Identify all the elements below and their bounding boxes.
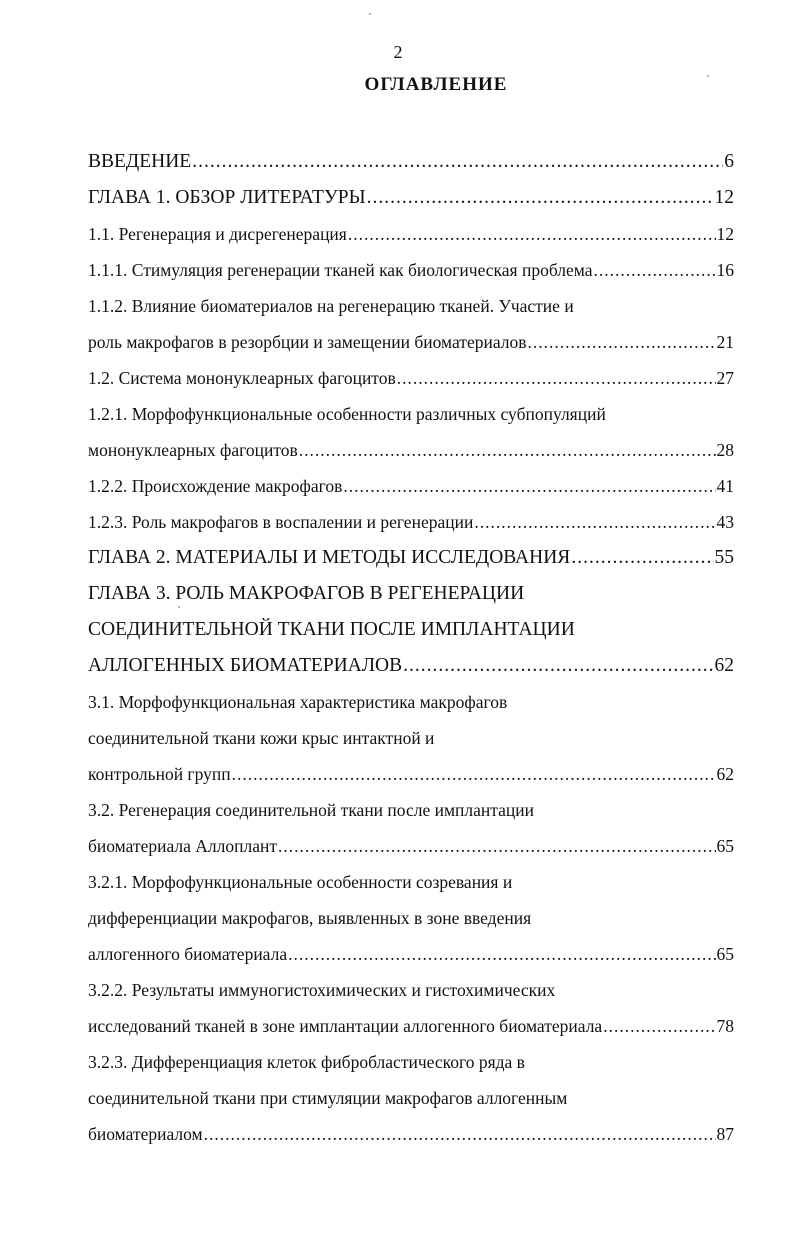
toc-entry[interactable] bbox=[88, 720, 734, 756]
toc-entry-title: дифференциации макрофагов, выявленных в зоне введения bbox=[88, 908, 532, 928]
toc-entry-title: соединительной ткани при стимуляции макрофагов аллогенным bbox=[88, 1088, 568, 1108]
toc-leader-dots bbox=[192, 144, 723, 180]
toc-entry-title: 3.2.2. Результаты иммуногистохимических и гистохимических bbox=[88, 980, 556, 1000]
toc-entry-title: 1.2.1. Морфофункциональные особенности различных субпопуляций bbox=[88, 404, 606, 424]
toc-leader-dots bbox=[397, 360, 716, 396]
toc-entry[interactable] bbox=[88, 252, 734, 288]
toc-entry[interactable] bbox=[88, 1008, 734, 1044]
toc-entry-title: 3.2.1. Морфофункциональные особенности созревания и bbox=[88, 872, 513, 892]
toc-entry-title: аллогенного биоматериала bbox=[88, 944, 288, 964]
toc-entry-page: 28 bbox=[716, 440, 734, 460]
toc-entry-page: 12 bbox=[714, 187, 734, 208]
toc-leader-dots bbox=[288, 936, 715, 972]
toc-entry-title: 1.1. Регенерация и дисрегенерация bbox=[88, 224, 347, 244]
toc-entry[interactable] bbox=[88, 684, 734, 720]
toc-entry[interactable] bbox=[88, 360, 734, 396]
toc-entry-page: 27 bbox=[716, 368, 734, 388]
toc-entry-page: 16 bbox=[716, 260, 734, 280]
toc-leader-dots bbox=[403, 648, 713, 684]
toc-entry-title: АЛЛОГЕННЫХ БИОМАТЕРИАЛОВ bbox=[88, 655, 403, 676]
toc-entry-page: 6 bbox=[724, 151, 734, 172]
toc-leader-dots bbox=[299, 432, 716, 468]
toc-entry[interactable] bbox=[88, 216, 734, 252]
toc-entry-page: 62 bbox=[716, 764, 734, 784]
toc-entry[interactable] bbox=[88, 1080, 734, 1116]
toc-entry-title: 1.2.2. Происхождение макрофагов bbox=[88, 476, 343, 496]
toc-entry[interactable] bbox=[88, 972, 734, 1008]
toc-entry[interactable] bbox=[88, 648, 734, 684]
toc-entry[interactable] bbox=[88, 504, 734, 540]
toc-title: ОГЛАВЛЕНИЕ bbox=[364, 74, 508, 95]
toc-entry[interactable] bbox=[88, 324, 734, 360]
toc-entry-title: СОЕДИНИТЕЛЬНОЙ ТКАНИ ПОСЛЕ ИМПЛАНТАЦИИ bbox=[88, 619, 575, 640]
table-of-contents bbox=[88, 144, 734, 1152]
toc-entry[interactable] bbox=[88, 396, 734, 432]
toc-entry-title: биоматериала Аллоплант bbox=[88, 836, 278, 856]
toc-entry-page: 65 bbox=[716, 944, 734, 964]
toc-entry-title: 1.2. Система мононуклеарных фагоцитов bbox=[88, 368, 396, 388]
toc-entry[interactable] bbox=[88, 828, 734, 864]
toc-entry-page: 41 bbox=[716, 476, 734, 496]
toc-entry[interactable] bbox=[88, 468, 734, 504]
toc-entry[interactable] bbox=[88, 756, 734, 792]
toc-entry-title: ГЛАВА 1. ОБЗОР ЛИТЕРАТУРЫ bbox=[88, 187, 366, 208]
toc-leader-dots bbox=[278, 828, 715, 864]
toc-entry-page: 78 bbox=[716, 1016, 734, 1036]
toc-entry[interactable] bbox=[88, 864, 734, 900]
toc-entry[interactable] bbox=[88, 540, 734, 576]
speck bbox=[707, 75, 709, 77]
toc-entry[interactable] bbox=[88, 180, 734, 216]
toc-entry-title: мононуклеарных фагоцитов bbox=[88, 440, 298, 460]
toc-leader-dots bbox=[348, 216, 716, 252]
toc-leader-dots bbox=[343, 468, 715, 504]
toc-entry-page: 62 bbox=[714, 655, 734, 676]
toc-entry-title: соединительной ткани кожи крыс интактной и bbox=[88, 728, 435, 748]
toc-entry[interactable] bbox=[88, 612, 734, 648]
toc-entry-page: 55 bbox=[714, 547, 734, 568]
toc-entry[interactable] bbox=[88, 1044, 734, 1080]
toc-entry-title: 1.2.3. Роль макрофагов в воспалении и регенерации bbox=[88, 512, 474, 532]
toc-entry-title: 1.1.2. Влияние биоматериалов на регенерацию тканей. Участие и bbox=[88, 296, 574, 316]
toc-leader-dots bbox=[232, 756, 716, 792]
toc-entry[interactable] bbox=[88, 288, 734, 324]
toc-leader-dots bbox=[204, 1116, 716, 1152]
toc-entry[interactable] bbox=[88, 1116, 734, 1152]
toc-entry-page: 12 bbox=[716, 224, 734, 244]
toc-entry[interactable] bbox=[88, 936, 734, 972]
toc-entry[interactable] bbox=[88, 432, 734, 468]
toc-entry-title: 1.1.1. Стимуляция регенерации тканей как биологическая проблема bbox=[88, 260, 593, 280]
toc-entry-title: биоматериалом bbox=[88, 1124, 203, 1144]
toc-leader-dots bbox=[571, 540, 713, 576]
toc-entry-page: 43 bbox=[716, 512, 734, 532]
toc-entry-title: 3.2.3. Дифференциация клеток фибробластического ряда в bbox=[88, 1052, 525, 1072]
toc-entry[interactable] bbox=[88, 900, 734, 936]
toc-entry-title: исследований тканей в зоне имплантации аллогенного биоматериала bbox=[88, 1016, 603, 1036]
toc-leader-dots bbox=[594, 252, 716, 288]
toc-entry-title: роль макрофагов в резорбции и замещении биоматериалов bbox=[88, 332, 527, 352]
toc-entry-page: 87 bbox=[716, 1124, 734, 1144]
toc-entry-title: контрольной групп bbox=[88, 764, 231, 784]
toc-entry-title: 3.1. Морфофункциональная характеристика макрофагов bbox=[88, 692, 508, 712]
toc-entry-title: 3.2. Регенерация соединительной ткани после имплантации bbox=[88, 800, 535, 820]
toc-entry-page: 21 bbox=[716, 332, 734, 352]
toc-entry[interactable] bbox=[88, 576, 734, 612]
page-number: 2 bbox=[393, 42, 403, 62]
toc-entry-title: ВВЕДЕНИЕ bbox=[88, 151, 192, 172]
toc-entry[interactable] bbox=[88, 144, 734, 180]
toc-entry-page: 65 bbox=[716, 836, 734, 856]
toc-leader-dots bbox=[474, 504, 715, 540]
speck bbox=[369, 13, 371, 15]
toc-leader-dots bbox=[603, 1008, 715, 1044]
toc-entry-title: ГЛАВА 2. МАТЕРИАЛЫ И МЕТОДЫ ИССЛЕДОВАНИЯ bbox=[88, 547, 571, 568]
toc-entry-title: ГЛАВА 3. РОЛЬ МАКРОФАГОВ В РЕГЕНЕРАЦИИ bbox=[88, 583, 525, 604]
toc-leader-dots bbox=[528, 324, 716, 360]
toc-leader-dots bbox=[367, 180, 714, 216]
toc-entry[interactable] bbox=[88, 792, 734, 828]
